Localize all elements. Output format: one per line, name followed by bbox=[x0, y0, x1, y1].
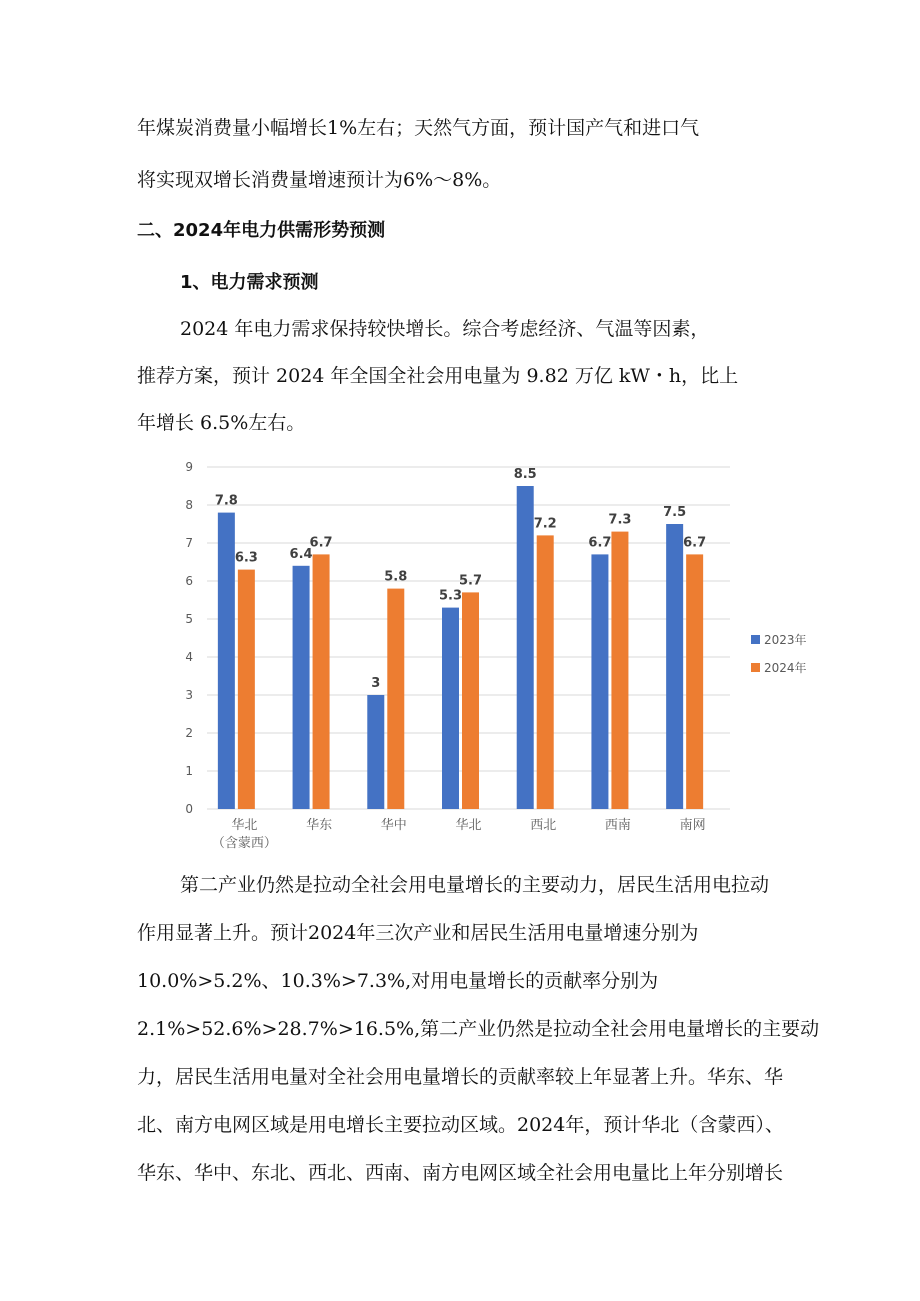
section-heading: 二、2024年电力供需形势预测 bbox=[137, 220, 386, 241]
y-tick-label: 3 bbox=[185, 688, 193, 702]
data-label: 6.7 bbox=[588, 535, 612, 551]
paragraph-line: 将实现双增长消费量增速预计为6%～8%。 bbox=[137, 169, 502, 191]
bar-2023 bbox=[293, 566, 310, 809]
bar-2024 bbox=[238, 570, 255, 809]
data-label: 6.7 bbox=[683, 535, 707, 551]
bar-2023 bbox=[591, 554, 608, 809]
x-tick-label: 西南 bbox=[604, 818, 631, 833]
subsection-heading: 1、电力需求预测 bbox=[180, 272, 319, 293]
legend-label: 2023年 bbox=[764, 633, 807, 647]
paragraph-line: 第二产业仍然是拉动全社会用电量增长的主要动力，居民生活用电拉动 bbox=[180, 874, 770, 896]
y-tick-label: 5 bbox=[185, 612, 193, 626]
bar-2024 bbox=[387, 589, 404, 809]
data-label: 7.3 bbox=[608, 512, 632, 528]
paragraph-line: 推荐方案，预计 2024 年全国全社会用电量为 9.82 万亿 kW・h，比上 bbox=[137, 365, 739, 387]
bar-2023 bbox=[666, 524, 683, 809]
bar-2023 bbox=[442, 608, 459, 809]
x-tick-label: 华北 bbox=[455, 818, 482, 833]
bar-2024 bbox=[537, 535, 554, 809]
data-label: 7.2 bbox=[533, 516, 557, 532]
data-label: 8.5 bbox=[513, 467, 537, 482]
paragraph-line: 2024 年电力需求保持较快增长。综合考虑经济、气温等因素， bbox=[180, 318, 710, 340]
data-label: 7.8 bbox=[214, 493, 238, 509]
data-label: 5.7 bbox=[458, 573, 483, 589]
paragraph-line: 北、南方电网区域是用电增长主要拉动区域。2024年，预计华北（含蒙西）、 bbox=[137, 1114, 784, 1136]
y-tick-label: 8 bbox=[185, 498, 193, 512]
x-tick-label: 华中 bbox=[380, 818, 407, 833]
data-label: 5.3 bbox=[438, 588, 463, 604]
bar-2024 bbox=[686, 554, 703, 809]
legend-label: 2024年 bbox=[764, 661, 807, 675]
bar-2024 bbox=[611, 532, 628, 809]
y-tick-label: 1 bbox=[185, 764, 193, 778]
bar-2023 bbox=[517, 486, 534, 809]
x-tick-label: 南网 bbox=[679, 818, 706, 833]
data-label: 7.5 bbox=[663, 505, 687, 520]
bar-chart bbox=[165, 455, 825, 860]
data-label: 6.4 bbox=[289, 546, 313, 562]
data-label: 6.7 bbox=[309, 535, 333, 551]
y-tick-label: 6 bbox=[185, 574, 193, 588]
bar-2024 bbox=[313, 554, 330, 809]
paragraph-line: 华东、华中、东北、西北、西南、南方电网区域全社会用电量比上年分别增长 bbox=[137, 1162, 784, 1184]
x-tick-label: 西北 bbox=[530, 818, 557, 833]
y-tick-label: 2 bbox=[185, 726, 193, 740]
x-tick-label: 华东 bbox=[306, 818, 333, 833]
y-tick-label: 4 bbox=[185, 650, 193, 664]
paragraph-line: 作用显著上升。预计2024年三次产业和居民生活用电量增速分别为 bbox=[137, 922, 699, 944]
paragraph-line: 10.0%>5.2%、10.3%>7.3%,对用电量增长的贡献率分别为 bbox=[137, 970, 659, 992]
paragraph-line: 2.1%>52.6%>28.7%>16.5%,第二产业仍然是拉动全社会用电量增长的主要动 bbox=[137, 1018, 820, 1040]
bar-chart-svg bbox=[165, 455, 825, 860]
bar-2023 bbox=[218, 513, 235, 809]
bar-2023 bbox=[367, 695, 384, 809]
paragraph-line: 年煤炭消费量小幅增长1%左右；天然气方面，预计国产气和进口气 bbox=[137, 117, 700, 139]
x-tick-label: （含蒙西） bbox=[211, 836, 277, 851]
data-label: 5.8 bbox=[384, 569, 408, 585]
bar-2024 bbox=[462, 592, 479, 809]
data-label: 6.3 bbox=[234, 550, 258, 566]
x-tick-label: 华北 bbox=[231, 818, 258, 833]
y-tick-label: 7 bbox=[185, 536, 193, 550]
y-tick-label: 9 bbox=[185, 460, 193, 474]
legend-swatch bbox=[751, 635, 760, 644]
data-label: 3 bbox=[371, 676, 381, 691]
y-tick-label: 0 bbox=[185, 802, 193, 816]
paragraph-line: 年增长 6.5%左右。 bbox=[137, 412, 306, 434]
paragraph-line: 力，居民生活用电量对全社会用电量增长的贡献率较上年显著上升。华东、华 bbox=[137, 1066, 784, 1088]
legend-swatch bbox=[751, 663, 760, 672]
